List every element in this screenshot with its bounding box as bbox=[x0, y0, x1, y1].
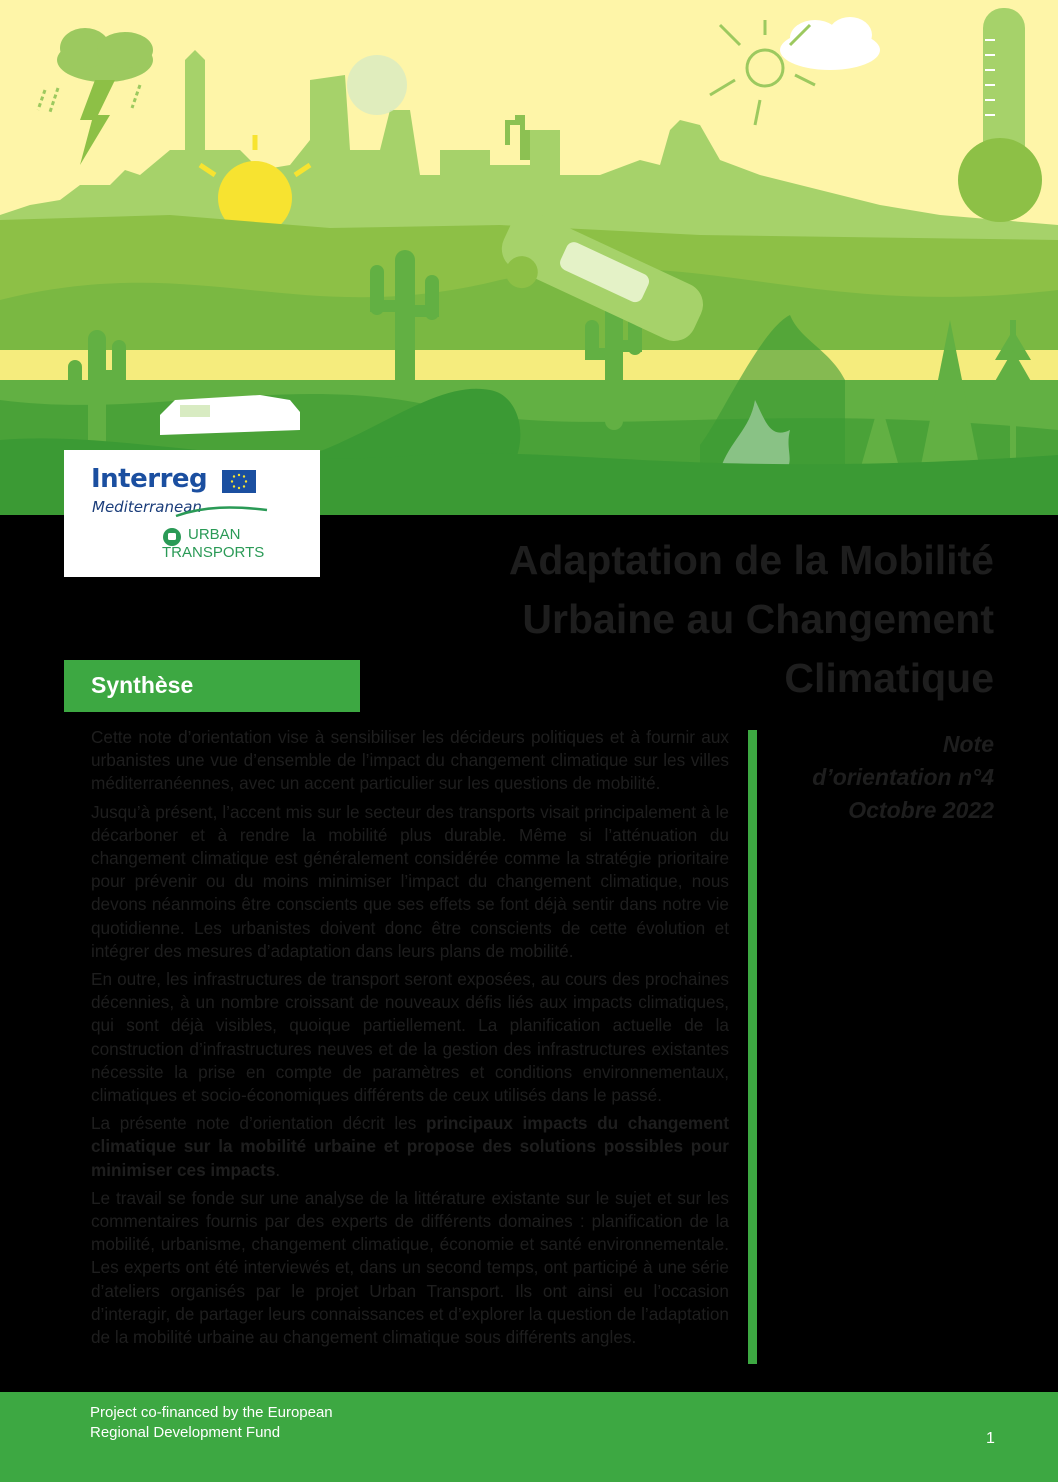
note-line: d’orientation n°4 bbox=[812, 764, 994, 790]
interreg-logo: Interreg bbox=[91, 464, 208, 494]
paragraph: Cette note d’orientation vise à sensibiliser les décideurs politiques et à fournir aux urbanistes une vue d’ensemble de l’impact du changement climatique sur les villes méditerranéennes, avec un accent particulier sur les questions de mobilité. bbox=[91, 727, 729, 794]
footer-text: Regional Development Fund bbox=[90, 1424, 281, 1441]
document-title bbox=[374, 531, 994, 708]
paragraph-text: La présente note d’orientation décrit les bbox=[91, 1113, 426, 1134]
footer bbox=[0, 1392, 1058, 1482]
paragraph: Le travail se fonde sur une analyse de la littérature existante sur le sujet et sur les commentaires fournis par des experts de différents domaines : planification de la mobilité, urbanisme, changement climatique, économie et santé environnementale. Les experts ont été interviewés et, dans un second temps, ont participé à une série d’ateliers organisés par le projet Urban Transport. Ils ont ainsi eu l’occasion d’interagir, de partager leurs connaissances et d’explorer la question de l’adaptation de la mobilité urbaine au changement climatique sous différents angles. bbox=[91, 1187, 729, 1348]
paragraph bbox=[91, 1112, 729, 1182]
note-info bbox=[764, 728, 994, 827]
page-number: 1 bbox=[986, 1430, 995, 1447]
note-line: Note bbox=[942, 731, 994, 757]
car-icon bbox=[160, 395, 300, 435]
footer-text: Project co-financed by the European bbox=[90, 1404, 333, 1421]
paragraph: Jusqu’à présent, l’accent mis sur le secteur des transports visait principalement à le décarboner et à rendre la mobilité plus durable. Même si l’atténuation du changement climatique est généralement considérée comme la stratégie prioritaire pour prévenir ou du moins minimiser l’impact du changement climatique, nous devons néanmoins être conscients que ses effets se font déjà sentir dans notre vie quotidienne. Les urbanistes doivent donc être conscients de cette évolution et intégrer des mesures d’adaptation dans leurs plans de mobilité. bbox=[91, 801, 729, 961]
title-line: Urbaine au Changement bbox=[522, 596, 994, 642]
vertical-divider bbox=[748, 730, 757, 1364]
logo-box bbox=[64, 450, 320, 577]
title-line: Adaptation de la Mobilité bbox=[508, 537, 994, 583]
title-line: Climatique bbox=[784, 655, 994, 701]
urban-label: URBAN bbox=[188, 526, 241, 543]
note-line: Octobre 2022 bbox=[848, 797, 994, 823]
paragraph-text: . bbox=[275, 1159, 281, 1180]
section-heading-synthese: Synthèse bbox=[64, 660, 360, 712]
paragraph: En outre, les infrastructures de transport seront exposées, au cours des prochaines décennies, à un nombre croissant de nouveaux défis liés aux impacts climatiques, qui sont déjà visibles, quoique partiellement. La planification actuelle de la construction d’infrastructures neuves et de la gestion des infrastructures existantes nécessite la prise en compte de paramètres et conditions environnementaux, climatiques et socio-économiques différents de ceux utilisés dans le passé. bbox=[91, 969, 729, 1106]
climate-illustration bbox=[0, 0, 1058, 515]
swoosh-icon bbox=[174, 504, 269, 518]
transports-label: TRANSPORTS bbox=[162, 544, 265, 561]
eu-flag-icon bbox=[222, 470, 256, 493]
paragraph-emphasis: principaux impacts du changement climatique sur la mobilité urbaine et propose des solutions possibles pour minimiser ces impacts bbox=[91, 1113, 730, 1180]
mediterranean-logo: Mediterranean bbox=[92, 498, 202, 516]
summary-text bbox=[91, 726, 729, 1354]
